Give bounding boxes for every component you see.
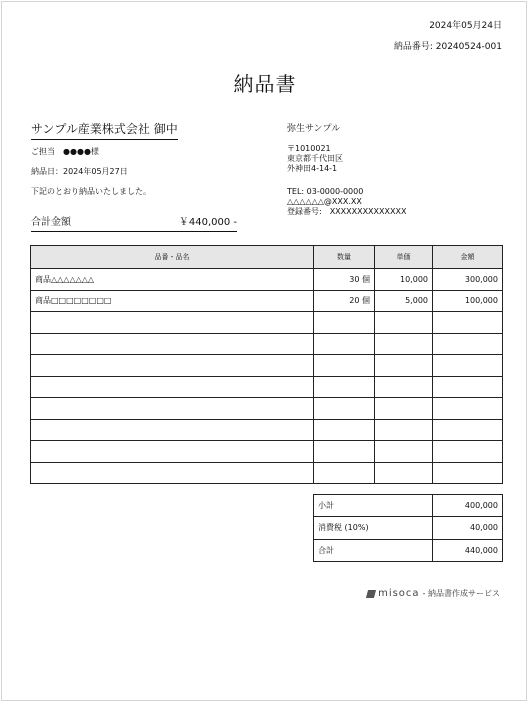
sender-registration: 登録番号: XXXXXXXXXXXXXX <box>287 207 407 216</box>
client-representative: ご担当 ●●●●様 <box>31 147 99 156</box>
table-row <box>31 441 503 463</box>
cell-unit-price <box>375 312 433 334</box>
summary-row-total <box>314 539 503 561</box>
header-amount: 金額 <box>433 246 503 269</box>
cell-item-name <box>31 441 314 463</box>
cell-amount <box>433 441 503 463</box>
table-row <box>31 312 503 334</box>
cell-item-name <box>31 312 314 334</box>
cell-unit-price <box>375 462 433 484</box>
header-unit-price: 単価 <box>375 246 433 269</box>
cell-amount <box>433 376 503 398</box>
cell-unit-price: 10,000 <box>375 269 433 291</box>
footer-tagline: - 納品書作成サービス <box>422 589 500 598</box>
delivery-number: 納品番号: 20240524-001 <box>393 42 502 52</box>
cell-quantity <box>314 355 375 377</box>
sender-address <box>287 144 437 174</box>
grand-total-label: 合計 <box>314 539 433 561</box>
table-row <box>31 269 503 291</box>
cell-amount <box>433 419 503 441</box>
cell-item-name: 商品□□□□□□□□ <box>31 290 314 312</box>
subtotal-label: 小計 <box>314 495 433 517</box>
delivery-date: 納品日：2024年05月27日 <box>31 167 128 176</box>
cell-item-name <box>31 398 314 420</box>
cell-quantity <box>314 462 375 484</box>
cell-amount: 100,000 <box>433 290 503 312</box>
total-amount-label: 合計金額 <box>31 217 71 228</box>
table-header-row <box>31 246 503 269</box>
header-item-name: 品番・品名 <box>31 246 314 269</box>
tax-value: 40,000 <box>433 517 503 539</box>
table-row <box>31 398 503 420</box>
cell-unit-price <box>375 355 433 377</box>
cell-amount <box>433 355 503 377</box>
table-row <box>31 419 503 441</box>
sender-postal: 〒1010021 <box>287 144 331 153</box>
cell-quantity: 20 個 <box>314 290 375 312</box>
cell-quantity <box>314 441 375 463</box>
cell-item-name <box>31 462 314 484</box>
sender-contact <box>287 187 467 217</box>
document-title: 納品書 <box>233 72 297 96</box>
tax-label: 消費税 (10%) <box>314 517 433 539</box>
summary-row-tax <box>314 517 503 539</box>
table-row <box>31 462 503 484</box>
cell-item-name: 商品△△△△△△△ <box>31 269 314 291</box>
sender-tel: TEL: 03-0000-0000 <box>287 187 364 196</box>
total-amount-value: ￥440,000 - <box>178 217 237 228</box>
cell-quantity <box>314 398 375 420</box>
cell-unit-price <box>375 441 433 463</box>
cell-quantity <box>314 312 375 334</box>
subtotal-value: 400,000 <box>433 495 503 517</box>
cell-unit-price <box>375 419 433 441</box>
cell-item-name <box>31 333 314 355</box>
header-quantity: 数量 <box>314 246 375 269</box>
footer-branding <box>367 588 500 599</box>
delivery-message: 下記のとおり納品いたしました。 <box>31 187 151 196</box>
summary-table <box>313 494 503 562</box>
cell-quantity: 30 個 <box>314 269 375 291</box>
cell-amount <box>433 462 503 484</box>
table-row <box>31 355 503 377</box>
sender-email: △△△△△△@XXX.XX <box>287 197 362 206</box>
summary-row-subtotal <box>314 495 503 517</box>
cell-unit-price <box>375 398 433 420</box>
cell-quantity <box>314 419 375 441</box>
total-amount <box>31 213 237 232</box>
misoca-logo-icon <box>366 590 376 598</box>
table-row <box>31 376 503 398</box>
cell-amount <box>433 398 503 420</box>
cell-item-name <box>31 419 314 441</box>
sender-name: 弥生サンプル <box>287 124 341 134</box>
issue-date: 2024年05月24日 <box>429 21 502 31</box>
cell-amount: 300,000 <box>433 269 503 291</box>
client-name: サンプル産業株式会社 御中 <box>31 120 178 140</box>
table-row <box>31 290 503 312</box>
cell-item-name <box>31 376 314 398</box>
sender-address-line1: 東京都千代田区 <box>287 154 343 163</box>
cell-item-name <box>31 355 314 377</box>
table-row <box>31 333 503 355</box>
sender-address-line2: 外神田4-14-1 <box>287 164 338 173</box>
cell-amount <box>433 333 503 355</box>
items-table <box>30 245 503 484</box>
cell-quantity <box>314 376 375 398</box>
cell-unit-price <box>375 376 433 398</box>
cell-quantity <box>314 333 375 355</box>
cell-unit-price <box>375 333 433 355</box>
grand-total-value: 440,000 <box>433 539 503 561</box>
misoca-logo-text: misoca <box>378 588 420 599</box>
cell-unit-price: 5,000 <box>375 290 433 312</box>
cell-amount <box>433 312 503 334</box>
